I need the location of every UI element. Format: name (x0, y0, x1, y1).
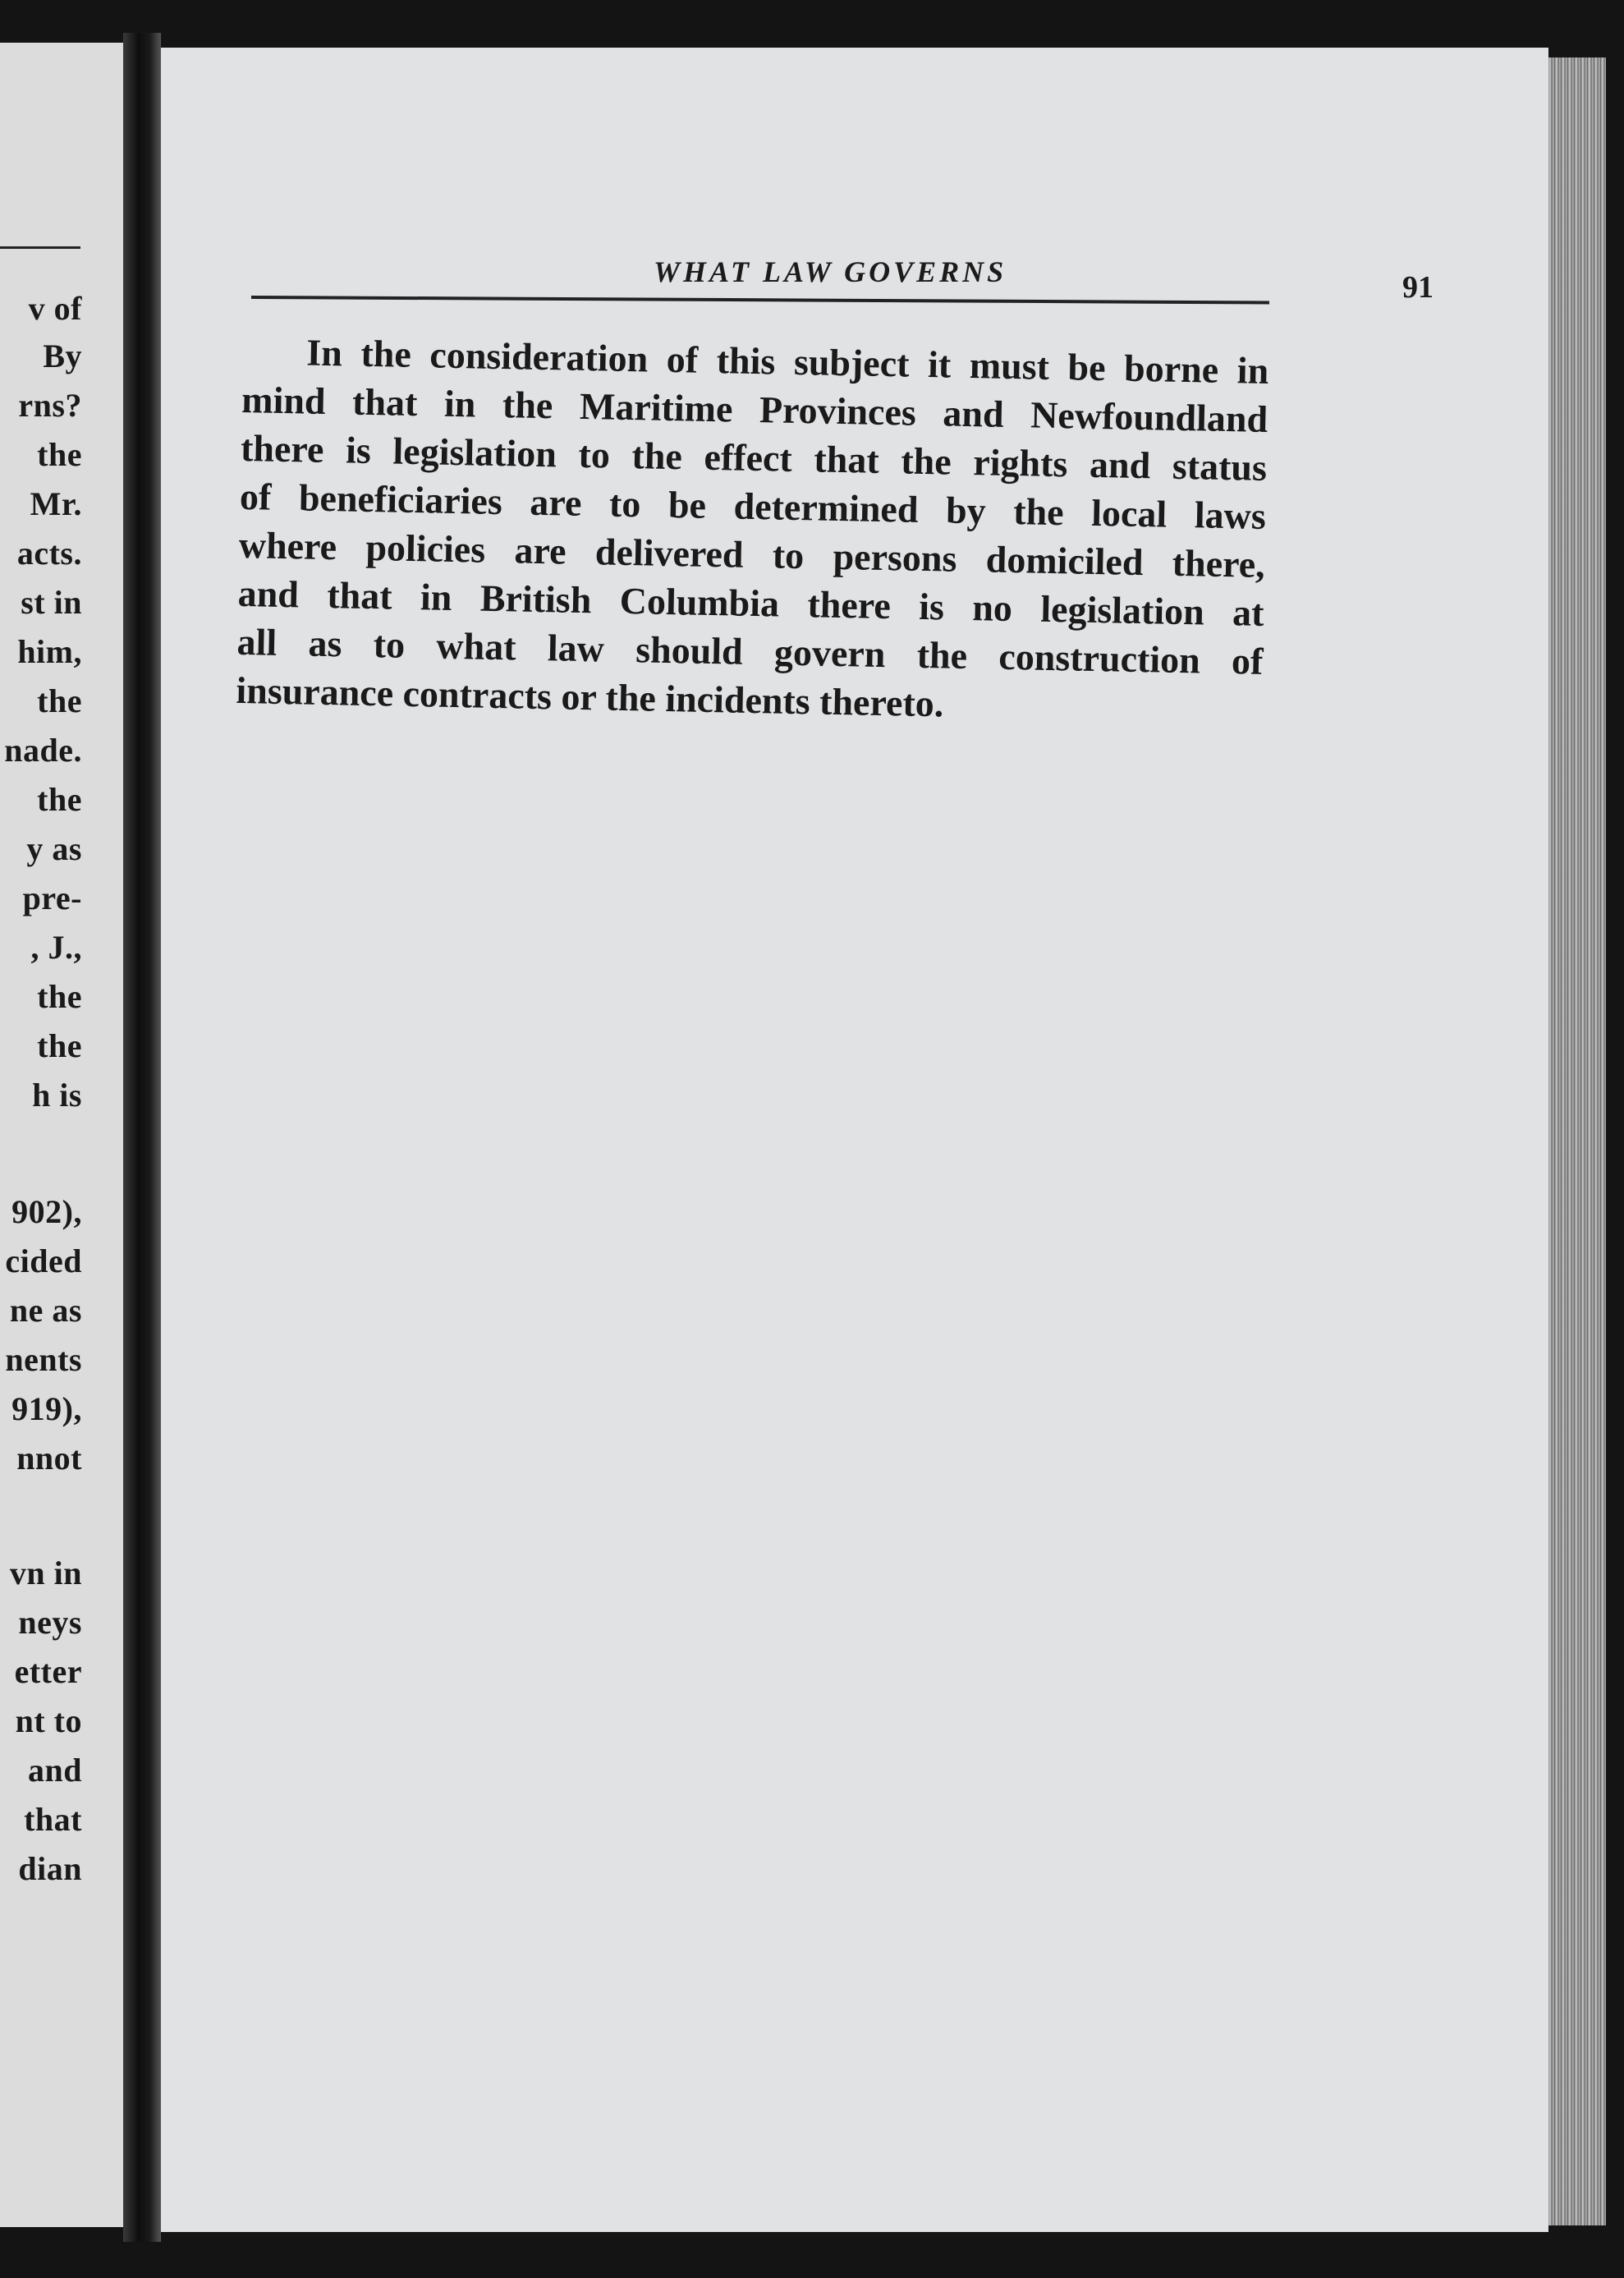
previous-page-line: the (37, 1027, 82, 1064)
paragraph-line: where policies are delivered to persons domiciled there, (238, 523, 1266, 586)
previous-page-line: the (37, 682, 82, 719)
previous-page-line: and (28, 1752, 82, 1789)
previous-page-line: nents (5, 1341, 82, 1378)
current-page (161, 48, 1548, 2232)
previous-page-line: ne as (9, 1292, 82, 1329)
previous-page-line: nade. (4, 732, 82, 769)
previous-page-head-rule (0, 246, 80, 249)
previous-page-line: acts. (16, 535, 82, 572)
previous-page-line: that (24, 1801, 82, 1838)
running-head (251, 205, 1434, 312)
previous-page-line: vn in (9, 1555, 82, 1591)
previous-page-line: h is (32, 1077, 82, 1114)
previous-page-line: the (37, 436, 82, 473)
paragraph-line: insurance contracts or the incidents thereto. (236, 668, 944, 725)
previous-page-line: 902), (11, 1193, 82, 1230)
previous-page-line: 919), (11, 1390, 82, 1427)
paragraph-line: mind that in the Maritime Provinces and Newfoundland (241, 378, 1268, 440)
previous-page-line: By (43, 338, 82, 374)
paragraph-line: In the consideration of this subject it must be borne in (305, 331, 1269, 392)
previous-page-line: nt to (15, 1702, 82, 1739)
paragraph-line: and that in British Columbia there is no legislation at (237, 572, 1265, 634)
paragraph-line: all as to what law should govern the construction of (236, 620, 1264, 682)
previous-page-line: dian (18, 1850, 82, 1887)
previous-page-line: Mr. (30, 485, 82, 522)
previous-page-line: the (37, 978, 82, 1015)
paragraph-line: there is legislation to the effect that the rights and status (240, 426, 1268, 489)
paragraph-line: of beneficiaries are to be determined by the local laws (239, 475, 1267, 537)
previous-page-line: rns? (18, 387, 82, 424)
previous-page-line: the (37, 781, 82, 818)
previous-page-line: nnot (16, 1440, 82, 1477)
running-title: WHAT LAW GOVERNS (654, 255, 1007, 288)
previous-page-line: y as (26, 830, 82, 867)
previous-page-line: v of (28, 290, 82, 327)
previous-page-line: etter (14, 1653, 82, 1690)
previous-page-line: pre- (22, 880, 82, 916)
page-number: 91 (1402, 270, 1434, 305)
previous-page-line: , J., (30, 929, 82, 966)
book-gutter (123, 33, 161, 2242)
previous-page-fragment (0, 43, 123, 2227)
body-paragraph (236, 327, 1269, 734)
previous-page-line: neys (18, 1604, 82, 1641)
running-head-rule (251, 296, 1269, 304)
page-edges (1548, 57, 1606, 2225)
previous-page-line: him, (17, 633, 82, 670)
previous-page-line: cided (5, 1242, 82, 1279)
previous-page-line: st in (21, 584, 82, 621)
